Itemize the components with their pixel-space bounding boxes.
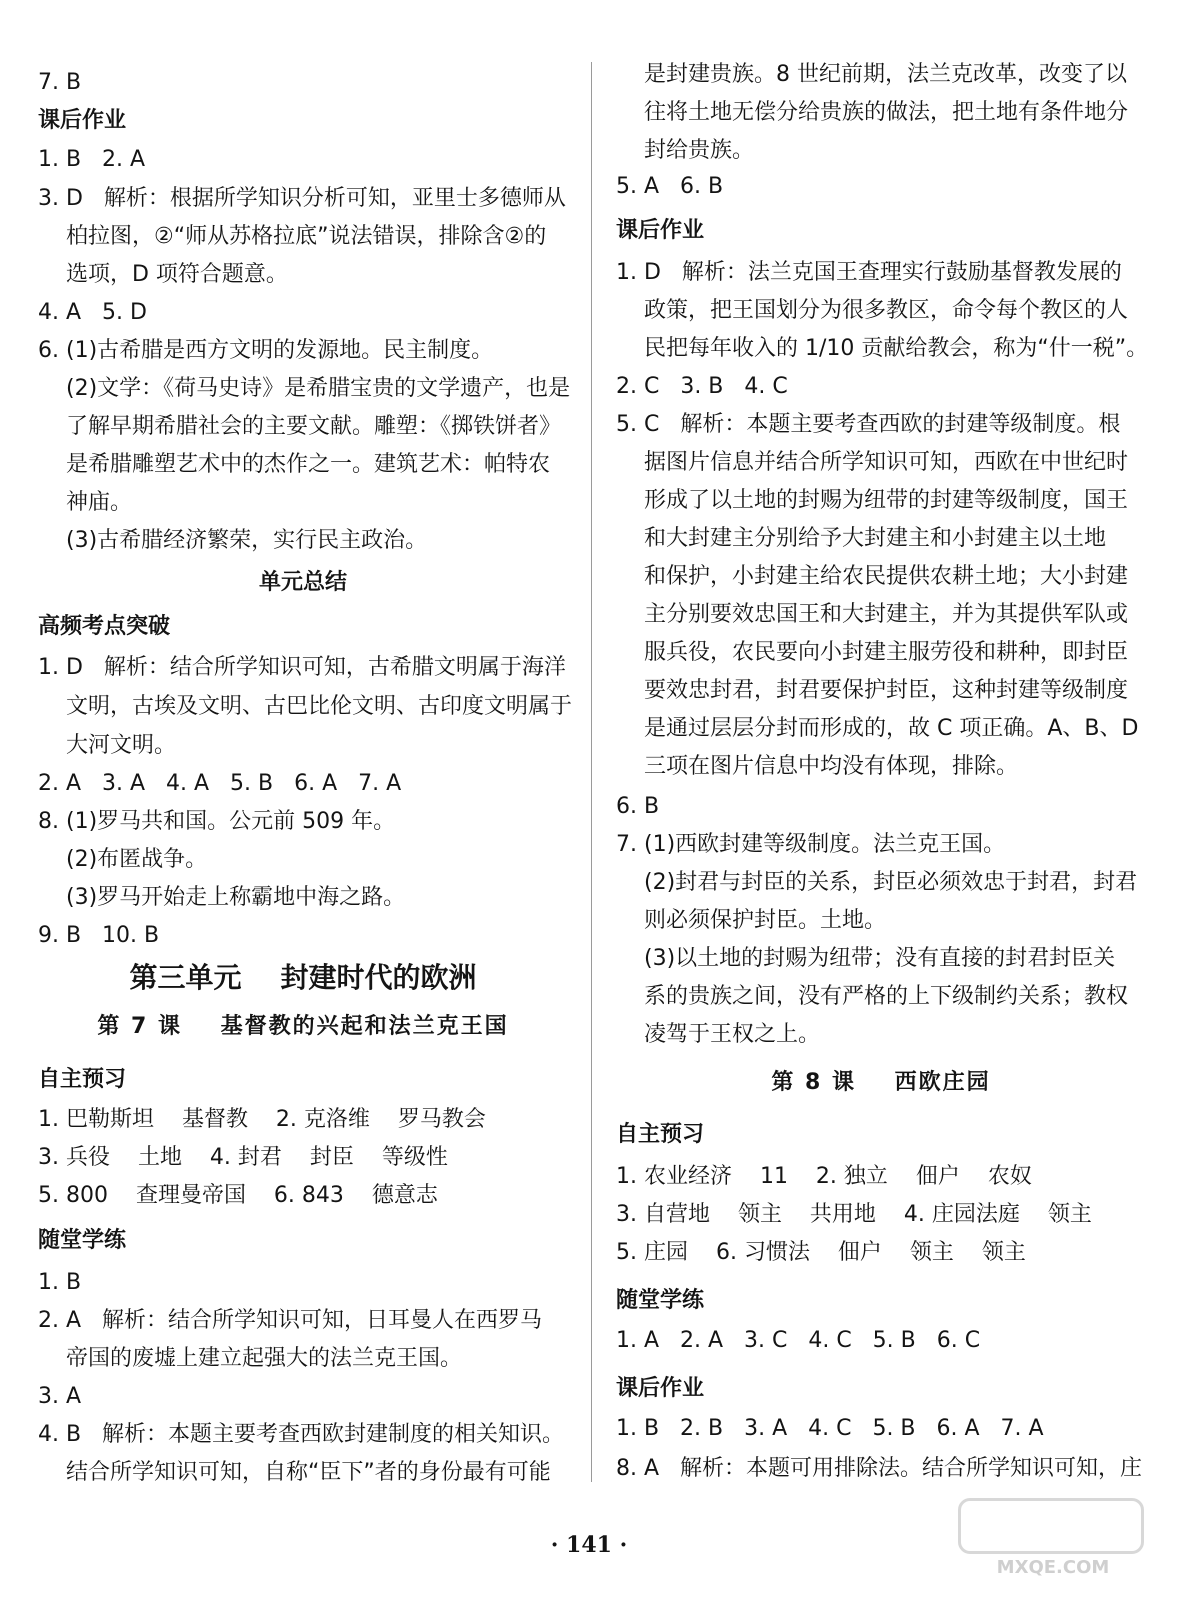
text-line: 7. B xyxy=(38,70,82,95)
text-line: 3. A xyxy=(38,1384,82,1409)
text-line: 1. 农业经济 11 2. 独立 佃户 农奴 xyxy=(616,1164,1032,1189)
text-line: 8. A 解析：本题可用排除法。结合所学知识可知，庄 xyxy=(616,1456,1143,1481)
text-line: 1. 巴勒斯坦 基督教 2. 克洛维 罗马教会 xyxy=(38,1107,486,1132)
text-line: 三项在图片信息中均没有体现，排除。 xyxy=(644,754,1019,779)
text-line: 是通过层层分封而形成的，故 C 项正确。A、B、D xyxy=(644,716,1139,741)
section-heading: 自主预习 xyxy=(616,1122,705,1147)
text-line: 了解早期希腊社会的主要文献。雕塑：《掷铁饼者》 xyxy=(66,414,562,439)
section-heading: 课后作业 xyxy=(616,218,705,243)
text-line: 5. 800 查理曼帝国 6. 843 德意志 xyxy=(38,1183,438,1208)
text-line: 选项，D 项符合题意。 xyxy=(66,262,288,287)
text-line: (2)布匿战争。 xyxy=(66,847,208,872)
text-line: 服兵役，农民要向小封建主服劳役和耕种，即封臣 xyxy=(644,640,1129,665)
text-line: 文明，古埃及文明、古巴比伦文明、古印度文明属于 xyxy=(66,694,573,719)
section-heading: 第三单元 封建时代的欧洲 xyxy=(129,961,477,994)
text-line: 6. (1)古希腊是西方文明的发源地。民主制度。 xyxy=(38,338,494,363)
section-heading: 课后作业 xyxy=(38,108,127,133)
watermark-logo xyxy=(958,1498,1148,1578)
text-line: 1. D 解析：法兰克国王查理实行鼓励基督教发展的 xyxy=(616,260,1122,285)
text-line: 2. C 3. B 4. C xyxy=(616,374,788,399)
text-line: 6. B xyxy=(616,794,660,819)
text-line: 则必须保护封臣。土地。 xyxy=(644,908,887,933)
text-line: (3)以土地的封赐为纽带；没有直接的封君封臣关 xyxy=(644,946,1116,971)
section-heading: 单元总结 xyxy=(258,570,347,595)
text-line: 1. B xyxy=(38,1270,82,1295)
text-line: 和大封建主分别给予大封建主和小封建主以土地 xyxy=(644,526,1107,551)
text-line: 1. B 2. A xyxy=(38,147,146,172)
text-line: 5. 庄园 6. 习惯法 佃户 领主 领主 xyxy=(616,1240,1026,1265)
section-heading: 自主预习 xyxy=(38,1067,127,1092)
section-heading: 高频考点突破 xyxy=(38,614,171,639)
text-line: 据图片信息并结合所学知识可知，西欧在中世纪时 xyxy=(644,450,1129,475)
watermark-box-icon xyxy=(958,1498,1144,1554)
text-line: 系的贵族之间，没有严格的上下级制约关系；教权 xyxy=(644,984,1129,1009)
text-line: (2)封君与封臣的关系，封臣必须效忠于封君，封君 xyxy=(644,870,1138,895)
page-number: · 141 · xyxy=(550,1532,628,1558)
section-heading: 课后作业 xyxy=(616,1376,705,1401)
text-line: 2. A 3. A 4. A 5. B 6. A 7. A xyxy=(38,771,402,796)
text-line: 结合所学知识可知，自称“臣下”者的身份最有可能 xyxy=(66,1460,551,1485)
watermark-url: MXQE.COM xyxy=(996,1557,1110,1578)
section-heading: 第 7 课 基督教的兴起和法兰克王国 xyxy=(97,1014,509,1039)
text-line: (3)古希腊经济繁荣，实行民主政治。 xyxy=(66,528,428,553)
text-line: 4. B 解析：本题主要考查西欧封建制度的相关知识。 xyxy=(38,1422,565,1447)
text-line: 和保护，小封建主给农民提供农耕土地；大小封建 xyxy=(644,564,1129,589)
text-line: 是封建贵族。8 世纪前期，法兰克改革，改变了以 xyxy=(644,62,1127,87)
text-line: 柏拉图，②“师从苏格拉底”说法错误，排除含②的 xyxy=(66,224,547,249)
text-line: 往将土地无偿分给贵族的做法，把土地有条件地分 xyxy=(644,100,1129,125)
section-heading: 随堂学练 xyxy=(616,1288,705,1313)
text-line: 4. A 5. D xyxy=(38,300,147,325)
text-line: 神庙。 xyxy=(66,490,133,515)
text-line: 7. (1)西欧封建等级制度。法兰克王国。 xyxy=(616,832,1006,857)
text-line: 2. A 解析：结合所学知识可知，日耳曼人在西罗马 xyxy=(38,1308,543,1333)
text-line: 3. 自营地 领主 共用地 4. 庄园法庭 领主 xyxy=(616,1202,1092,1227)
text-line: 帝国的废墟上建立起强大的法兰克王国。 xyxy=(66,1346,463,1371)
text-line: 1. B 2. B 3. A 4. C 5. B 6. A 7. A xyxy=(616,1416,1044,1441)
text-line: 3. 兵役 土地 4. 封君 封臣 等级性 xyxy=(38,1145,448,1170)
text-line: 5. A 6. B xyxy=(616,174,724,199)
text-line: 大河文明。 xyxy=(66,733,177,758)
section-heading: 随堂学练 xyxy=(38,1228,127,1253)
column-divider xyxy=(591,62,592,1482)
text-line: 主分别要效忠国王和大封建主，并为其提供军队或 xyxy=(644,602,1129,627)
text-line: 政策，把王国划分为很多教区，命令每个教区的人 xyxy=(644,298,1129,323)
text-line: 5. C 解析：本题主要考查西欧的封建等级制度。根 xyxy=(616,412,1121,437)
text-line: 封给贵族。 xyxy=(644,138,755,163)
text-line: 民把每年收入的 1/10 贡献给教会，称为“什一税”。 xyxy=(644,336,1149,361)
text-line: 是希腊雕塑艺术中的杰作之一。建筑艺术：帕特农 xyxy=(66,452,551,477)
section-heading: 第 8 课 西欧庄园 xyxy=(771,1070,991,1095)
text-line: 要效忠封君，封君要保护封臣，这种封建等级制度 xyxy=(644,678,1129,703)
text-line: (2)文学：《荷马史诗》是希腊宝贵的文学遗产，也是 xyxy=(66,376,571,401)
text-line: (3)罗马开始走上称霸地中海之路。 xyxy=(66,885,406,910)
text-line: 1. A 2. A 3. C 4. C 5. B 6. C xyxy=(616,1328,981,1353)
text-line: 1. D 解析：结合所学知识可知，古希腊文明属于海洋 xyxy=(38,655,566,680)
text-line: 3. D 解析：根据所学知识分析可知，亚里士多德师从 xyxy=(38,186,566,211)
text-line: 9. B 10. B xyxy=(38,923,160,948)
text-line: 凌驾于王权之上。 xyxy=(644,1022,821,1047)
text-line: 形成了以土地的封赐为纽带的封建等级制度，国王 xyxy=(644,488,1129,513)
text-line: 8. (1)罗马共和国。公元前 509 年。 xyxy=(38,809,396,834)
